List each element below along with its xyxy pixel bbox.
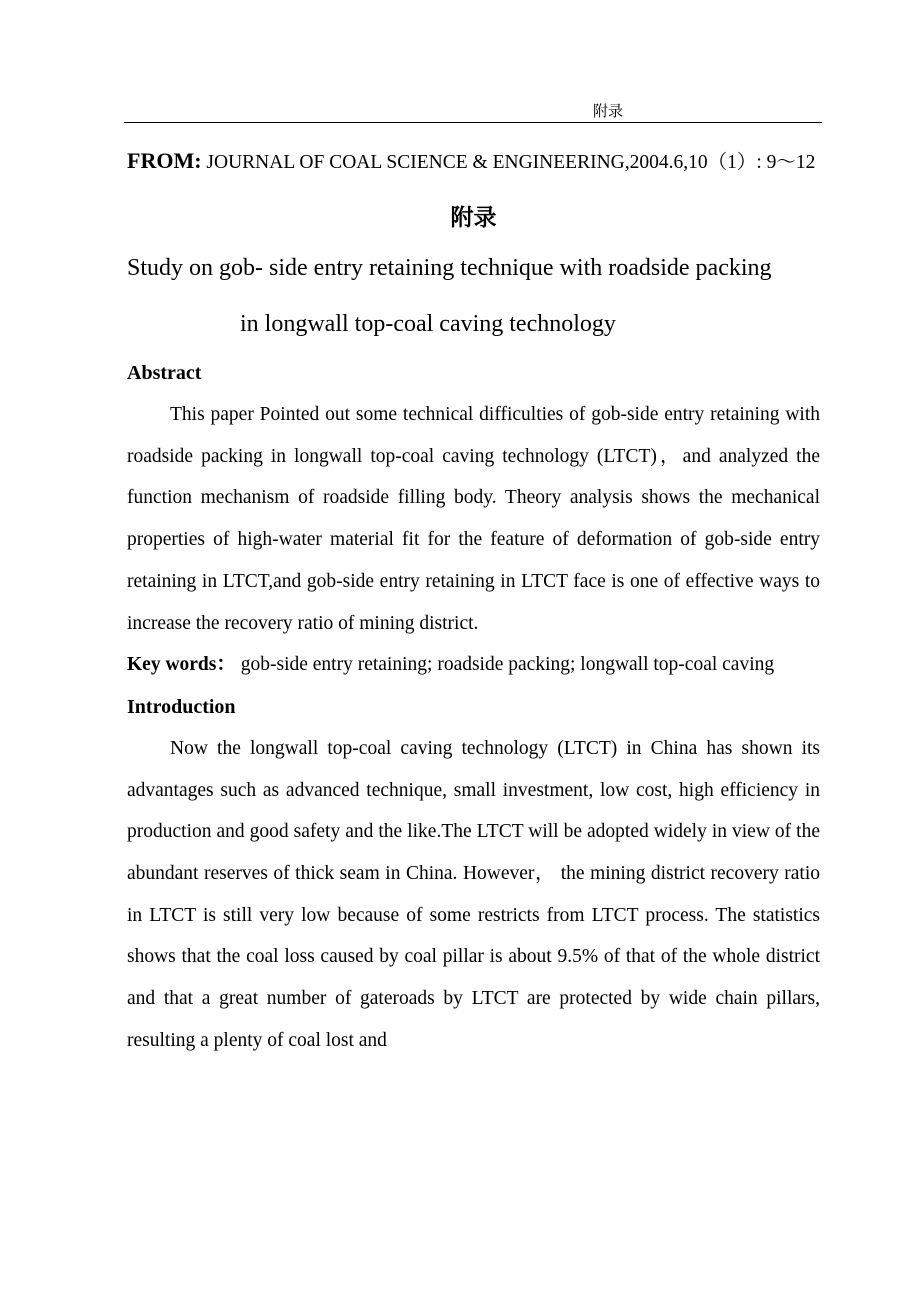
header-divider bbox=[124, 122, 822, 123]
keywords-label: Key words： bbox=[127, 654, 236, 676]
abstract-heading: Abstract bbox=[127, 362, 202, 384]
source-label: FROM: bbox=[127, 148, 202, 173]
introduction-text: Now the longwall top-coal caving technology (LTCT) in China has shown its advantages such as advanced technique, small investment, low cost, high efficiency in production and good safety and the like.The LTCT will be adopted widely in view of the abundant reserves of thick seam in China. However， the mining district recovery ratio in LTCT is still very low because of some restricts from LTCT process. The statistics shows that the coal loss caused by coal pillar is about 9.5% of that of the whole district and that a great number of gateroads by LTCT are protected by wide chain pillars, resulting a plenty of coal lost and bbox=[127, 737, 820, 1051]
introduction-heading: Introduction bbox=[127, 695, 236, 718]
keywords-text: gob-side entry retaining; roadside packing; longwall top-coal caving bbox=[235, 654, 775, 676]
paper-title bbox=[127, 240, 820, 352]
appendix-title: 附录 bbox=[450, 205, 497, 231]
keywords bbox=[127, 644, 820, 686]
abstract-text: This paper Pointed out some technical difficulties of gob-side entry retaining with roadside packing in longwall top-coal caving technology (LTCT)，and analyzed the function mechanism of roadside filling body. Theory analysis shows the mechanical properties of high-water material fit for the feature of deformation of gob-side entry retaining in LTCT,and gob-side entry retaining in LTCT face is one of effective ways to increase the recovery ratio of mining district. bbox=[127, 404, 820, 634]
source-citation bbox=[127, 137, 820, 186]
source-citation-text: JOURNAL OF COAL SCIENCE & ENGINEERING,2004.6,10（1）: 9～12 bbox=[201, 152, 816, 173]
paper-title-line2: in longwall top-coal caving technology bbox=[240, 311, 616, 337]
document-body bbox=[127, 137, 820, 1062]
running-header: 附录 bbox=[593, 102, 624, 120]
paper-title-line1: Study on gob- side entry retaining technique with roadside packing bbox=[127, 255, 772, 281]
